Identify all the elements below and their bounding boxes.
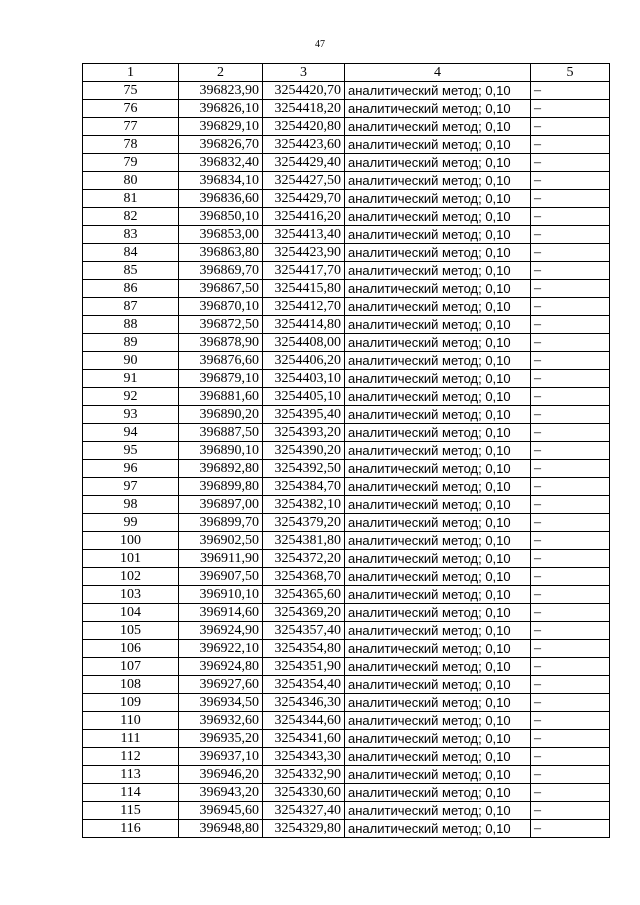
x-coordinate-cell: 396945,60 bbox=[179, 802, 263, 820]
note-cell: – bbox=[531, 694, 610, 712]
y-coordinate-cell: 3254414,80 bbox=[263, 316, 345, 334]
method-accuracy-cell: аналитический метод; 0,10 bbox=[345, 802, 531, 820]
page-number: 47 bbox=[315, 39, 325, 50]
table-row bbox=[83, 676, 610, 694]
point-number-cell: 93 bbox=[83, 406, 179, 424]
note-cell: – bbox=[531, 460, 610, 478]
method-accuracy-cell: аналитический метод; 0,10 bbox=[345, 640, 531, 658]
table-row bbox=[83, 532, 610, 550]
note-cell: – bbox=[531, 262, 610, 280]
x-coordinate-cell: 396899,70 bbox=[179, 514, 263, 532]
x-coordinate-cell: 396907,50 bbox=[179, 568, 263, 586]
note-cell: – bbox=[531, 712, 610, 730]
x-coordinate-cell: 396892,80 bbox=[179, 460, 263, 478]
point-number-cell: 84 bbox=[83, 244, 179, 262]
x-coordinate-cell: 396924,80 bbox=[179, 658, 263, 676]
point-number-cell: 114 bbox=[83, 784, 179, 802]
method-accuracy-cell: аналитический метод; 0,10 bbox=[345, 532, 531, 550]
method-accuracy-cell: аналитический метод; 0,10 bbox=[345, 424, 531, 442]
note-cell: – bbox=[531, 586, 610, 604]
point-number-cell: 83 bbox=[83, 226, 179, 244]
x-coordinate-cell: 396943,20 bbox=[179, 784, 263, 802]
y-coordinate-cell: 3254417,70 bbox=[263, 262, 345, 280]
note-cell: – bbox=[531, 190, 610, 208]
table-row bbox=[83, 190, 610, 208]
x-coordinate-cell: 396823,90 bbox=[179, 82, 263, 100]
method-accuracy-cell: аналитический метод; 0,10 bbox=[345, 352, 531, 370]
point-number-cell: 107 bbox=[83, 658, 179, 676]
note-cell: – bbox=[531, 676, 610, 694]
note-cell: – bbox=[531, 604, 610, 622]
note-cell: – bbox=[531, 388, 610, 406]
y-coordinate-cell: 3254327,40 bbox=[263, 802, 345, 820]
note-cell: – bbox=[531, 748, 610, 766]
table-row bbox=[83, 136, 610, 154]
method-accuracy-cell: аналитический метод; 0,10 bbox=[345, 730, 531, 748]
method-accuracy-cell: аналитический метод; 0,10 bbox=[345, 694, 531, 712]
point-number-cell: 90 bbox=[83, 352, 179, 370]
x-coordinate-cell: 396914,60 bbox=[179, 604, 263, 622]
method-accuracy-cell: аналитический метод; 0,10 bbox=[345, 82, 531, 100]
method-accuracy-cell: аналитический метод; 0,10 bbox=[345, 514, 531, 532]
table-row bbox=[83, 100, 610, 118]
table-row bbox=[83, 622, 610, 640]
method-accuracy-cell: аналитический метод; 0,10 bbox=[345, 136, 531, 154]
coordinates-table bbox=[82, 63, 610, 838]
method-accuracy-cell: аналитический метод; 0,10 bbox=[345, 118, 531, 136]
method-accuracy-cell: аналитический метод; 0,10 bbox=[345, 406, 531, 424]
x-coordinate-cell: 396878,90 bbox=[179, 334, 263, 352]
table-row bbox=[83, 730, 610, 748]
note-cell: – bbox=[531, 370, 610, 388]
point-number-cell: 78 bbox=[83, 136, 179, 154]
table-row bbox=[83, 370, 610, 388]
column-header-1: 1 bbox=[83, 64, 179, 82]
x-coordinate-cell: 396853,00 bbox=[179, 226, 263, 244]
x-coordinate-cell: 396867,50 bbox=[179, 280, 263, 298]
x-coordinate-cell: 396937,10 bbox=[179, 748, 263, 766]
y-coordinate-cell: 3254423,60 bbox=[263, 136, 345, 154]
note-cell: – bbox=[531, 622, 610, 640]
x-coordinate-cell: 396911,90 bbox=[179, 550, 263, 568]
point-number-cell: 94 bbox=[83, 424, 179, 442]
point-number-cell: 87 bbox=[83, 298, 179, 316]
note-cell: – bbox=[531, 406, 610, 424]
x-coordinate-cell: 396922,10 bbox=[179, 640, 263, 658]
method-accuracy-cell: аналитический метод; 0,10 bbox=[345, 784, 531, 802]
table-body bbox=[83, 82, 610, 838]
x-coordinate-cell: 396850,10 bbox=[179, 208, 263, 226]
point-number-cell: 77 bbox=[83, 118, 179, 136]
point-number-cell: 113 bbox=[83, 766, 179, 784]
method-accuracy-cell: аналитический метод; 0,10 bbox=[345, 334, 531, 352]
point-number-cell: 95 bbox=[83, 442, 179, 460]
y-coordinate-cell: 3254416,20 bbox=[263, 208, 345, 226]
note-cell: – bbox=[531, 100, 610, 118]
y-coordinate-cell: 3254354,80 bbox=[263, 640, 345, 658]
point-number-cell: 79 bbox=[83, 154, 179, 172]
point-number-cell: 98 bbox=[83, 496, 179, 514]
note-cell: – bbox=[531, 118, 610, 136]
y-coordinate-cell: 3254406,20 bbox=[263, 352, 345, 370]
x-coordinate-cell: 396935,20 bbox=[179, 730, 263, 748]
method-accuracy-cell: аналитический метод; 0,10 bbox=[345, 748, 531, 766]
method-accuracy-cell: аналитический метод; 0,10 bbox=[345, 172, 531, 190]
table-row bbox=[83, 298, 610, 316]
point-number-cell: 115 bbox=[83, 802, 179, 820]
method-accuracy-cell: аналитический метод; 0,10 bbox=[345, 388, 531, 406]
point-number-cell: 102 bbox=[83, 568, 179, 586]
method-accuracy-cell: аналитический метод; 0,10 bbox=[345, 820, 531, 838]
x-coordinate-cell: 396832,40 bbox=[179, 154, 263, 172]
y-coordinate-cell: 3254395,40 bbox=[263, 406, 345, 424]
table-row bbox=[83, 406, 610, 424]
table-row bbox=[83, 568, 610, 586]
point-number-cell: 81 bbox=[83, 190, 179, 208]
method-accuracy-cell: аналитический метод; 0,10 bbox=[345, 568, 531, 586]
method-accuracy-cell: аналитический метод; 0,10 bbox=[345, 658, 531, 676]
point-number-cell: 82 bbox=[83, 208, 179, 226]
y-coordinate-cell: 3254368,70 bbox=[263, 568, 345, 586]
point-number-cell: 99 bbox=[83, 514, 179, 532]
column-header-4: 4 bbox=[345, 64, 531, 82]
column-header-3: 3 bbox=[263, 64, 345, 82]
x-coordinate-cell: 396881,60 bbox=[179, 388, 263, 406]
x-coordinate-cell: 396887,50 bbox=[179, 424, 263, 442]
y-coordinate-cell: 3254408,00 bbox=[263, 334, 345, 352]
note-cell: – bbox=[531, 766, 610, 784]
y-coordinate-cell: 3254403,10 bbox=[263, 370, 345, 388]
x-coordinate-cell: 396946,20 bbox=[179, 766, 263, 784]
point-number-cell: 92 bbox=[83, 388, 179, 406]
method-accuracy-cell: аналитический метод; 0,10 bbox=[345, 370, 531, 388]
note-cell: – bbox=[531, 550, 610, 568]
table-row bbox=[83, 694, 610, 712]
table-row bbox=[83, 226, 610, 244]
y-coordinate-cell: 3254390,20 bbox=[263, 442, 345, 460]
y-coordinate-cell: 3254429,70 bbox=[263, 190, 345, 208]
y-coordinate-cell: 3254351,90 bbox=[263, 658, 345, 676]
y-coordinate-cell: 3254392,50 bbox=[263, 460, 345, 478]
note-cell: – bbox=[531, 730, 610, 748]
note-cell: – bbox=[531, 568, 610, 586]
x-coordinate-cell: 396948,80 bbox=[179, 820, 263, 838]
y-coordinate-cell: 3254405,10 bbox=[263, 388, 345, 406]
note-cell: – bbox=[531, 316, 610, 334]
table-row bbox=[83, 496, 610, 514]
x-coordinate-cell: 396932,60 bbox=[179, 712, 263, 730]
point-number-cell: 108 bbox=[83, 676, 179, 694]
table-row bbox=[83, 316, 610, 334]
y-coordinate-cell: 3254372,20 bbox=[263, 550, 345, 568]
x-coordinate-cell: 396879,10 bbox=[179, 370, 263, 388]
note-cell: – bbox=[531, 820, 610, 838]
y-coordinate-cell: 3254329,80 bbox=[263, 820, 345, 838]
method-accuracy-cell: аналитический метод; 0,10 bbox=[345, 154, 531, 172]
method-accuracy-cell: аналитический метод; 0,10 bbox=[345, 316, 531, 334]
y-coordinate-cell: 3254384,70 bbox=[263, 478, 345, 496]
point-number-cell: 100 bbox=[83, 532, 179, 550]
y-coordinate-cell: 3254420,70 bbox=[263, 82, 345, 100]
table-row bbox=[83, 154, 610, 172]
note-cell: – bbox=[531, 532, 610, 550]
method-accuracy-cell: аналитический метод; 0,10 bbox=[345, 586, 531, 604]
y-coordinate-cell: 3254343,30 bbox=[263, 748, 345, 766]
note-cell: – bbox=[531, 424, 610, 442]
x-coordinate-cell: 396826,70 bbox=[179, 136, 263, 154]
y-coordinate-cell: 3254344,60 bbox=[263, 712, 345, 730]
x-coordinate-cell: 396890,10 bbox=[179, 442, 263, 460]
table-row bbox=[83, 172, 610, 190]
x-coordinate-cell: 396902,50 bbox=[179, 532, 263, 550]
y-coordinate-cell: 3254330,60 bbox=[263, 784, 345, 802]
table-row bbox=[83, 334, 610, 352]
table-row bbox=[83, 658, 610, 676]
table-row bbox=[83, 640, 610, 658]
y-coordinate-cell: 3254423,90 bbox=[263, 244, 345, 262]
table-row bbox=[83, 586, 610, 604]
table-row bbox=[83, 82, 610, 100]
point-number-cell: 86 bbox=[83, 280, 179, 298]
x-coordinate-cell: 396829,10 bbox=[179, 118, 263, 136]
table-row bbox=[83, 352, 610, 370]
note-cell: – bbox=[531, 280, 610, 298]
y-coordinate-cell: 3254415,80 bbox=[263, 280, 345, 298]
table-row bbox=[83, 118, 610, 136]
point-number-cell: 101 bbox=[83, 550, 179, 568]
point-number-cell: 88 bbox=[83, 316, 179, 334]
y-coordinate-cell: 3254393,20 bbox=[263, 424, 345, 442]
y-coordinate-cell: 3254418,20 bbox=[263, 100, 345, 118]
x-coordinate-cell: 396870,10 bbox=[179, 298, 263, 316]
table-row bbox=[83, 748, 610, 766]
note-cell: – bbox=[531, 208, 610, 226]
table-row bbox=[83, 820, 610, 838]
table-row bbox=[83, 208, 610, 226]
note-cell: – bbox=[531, 226, 610, 244]
note-cell: – bbox=[531, 442, 610, 460]
note-cell: – bbox=[531, 298, 610, 316]
method-accuracy-cell: аналитический метод; 0,10 bbox=[345, 226, 531, 244]
x-coordinate-cell: 396863,80 bbox=[179, 244, 263, 262]
y-coordinate-cell: 3254357,40 bbox=[263, 622, 345, 640]
point-number-cell: 104 bbox=[83, 604, 179, 622]
method-accuracy-cell: аналитический метод; 0,10 bbox=[345, 262, 531, 280]
note-cell: – bbox=[531, 658, 610, 676]
y-coordinate-cell: 3254369,20 bbox=[263, 604, 345, 622]
x-coordinate-cell: 396927,60 bbox=[179, 676, 263, 694]
y-coordinate-cell: 3254427,50 bbox=[263, 172, 345, 190]
point-number-cell: 111 bbox=[83, 730, 179, 748]
y-coordinate-cell: 3254354,40 bbox=[263, 676, 345, 694]
x-coordinate-cell: 396826,10 bbox=[179, 100, 263, 118]
table-header-row bbox=[83, 64, 610, 82]
y-coordinate-cell: 3254365,60 bbox=[263, 586, 345, 604]
point-number-cell: 75 bbox=[83, 82, 179, 100]
method-accuracy-cell: аналитический метод; 0,10 bbox=[345, 208, 531, 226]
y-coordinate-cell: 3254413,40 bbox=[263, 226, 345, 244]
table-row bbox=[83, 262, 610, 280]
method-accuracy-cell: аналитический метод; 0,10 bbox=[345, 442, 531, 460]
note-cell: – bbox=[531, 640, 610, 658]
table-row bbox=[83, 604, 610, 622]
table-row bbox=[83, 784, 610, 802]
point-number-cell: 89 bbox=[83, 334, 179, 352]
point-number-cell: 106 bbox=[83, 640, 179, 658]
y-coordinate-cell: 3254420,80 bbox=[263, 118, 345, 136]
table-row bbox=[83, 550, 610, 568]
method-accuracy-cell: аналитический метод; 0,10 bbox=[345, 766, 531, 784]
point-number-cell: 110 bbox=[83, 712, 179, 730]
table-row bbox=[83, 712, 610, 730]
x-coordinate-cell: 396876,60 bbox=[179, 352, 263, 370]
y-coordinate-cell: 3254381,80 bbox=[263, 532, 345, 550]
x-coordinate-cell: 396910,10 bbox=[179, 586, 263, 604]
table-row bbox=[83, 478, 610, 496]
x-coordinate-cell: 396872,50 bbox=[179, 316, 263, 334]
y-coordinate-cell: 3254379,20 bbox=[263, 514, 345, 532]
point-number-cell: 116 bbox=[83, 820, 179, 838]
x-coordinate-cell: 396924,90 bbox=[179, 622, 263, 640]
y-coordinate-cell: 3254429,40 bbox=[263, 154, 345, 172]
point-number-cell: 105 bbox=[83, 622, 179, 640]
note-cell: – bbox=[531, 802, 610, 820]
method-accuracy-cell: аналитический метод; 0,10 bbox=[345, 622, 531, 640]
x-coordinate-cell: 396869,70 bbox=[179, 262, 263, 280]
note-cell: – bbox=[531, 334, 610, 352]
note-cell: – bbox=[531, 172, 610, 190]
note-cell: – bbox=[531, 82, 610, 100]
method-accuracy-cell: аналитический метод; 0,10 bbox=[345, 100, 531, 118]
note-cell: – bbox=[531, 514, 610, 532]
table-row bbox=[83, 766, 610, 784]
y-coordinate-cell: 3254346,30 bbox=[263, 694, 345, 712]
point-number-cell: 97 bbox=[83, 478, 179, 496]
method-accuracy-cell: аналитический метод; 0,10 bbox=[345, 280, 531, 298]
method-accuracy-cell: аналитический метод; 0,10 bbox=[345, 712, 531, 730]
note-cell: – bbox=[531, 136, 610, 154]
point-number-cell: 112 bbox=[83, 748, 179, 766]
x-coordinate-cell: 396890,20 bbox=[179, 406, 263, 424]
note-cell: – bbox=[531, 352, 610, 370]
point-number-cell: 103 bbox=[83, 586, 179, 604]
x-coordinate-cell: 396834,10 bbox=[179, 172, 263, 190]
column-header-2: 2 bbox=[179, 64, 263, 82]
y-coordinate-cell: 3254341,60 bbox=[263, 730, 345, 748]
method-accuracy-cell: аналитический метод; 0,10 bbox=[345, 298, 531, 316]
x-coordinate-cell: 396897,00 bbox=[179, 496, 263, 514]
table-row bbox=[83, 802, 610, 820]
point-number-cell: 91 bbox=[83, 370, 179, 388]
point-number-cell: 80 bbox=[83, 172, 179, 190]
note-cell: – bbox=[531, 784, 610, 802]
method-accuracy-cell: аналитический метод; 0,10 bbox=[345, 244, 531, 262]
x-coordinate-cell: 396836,60 bbox=[179, 190, 263, 208]
x-coordinate-cell: 396934,50 bbox=[179, 694, 263, 712]
table-row bbox=[83, 424, 610, 442]
point-number-cell: 109 bbox=[83, 694, 179, 712]
method-accuracy-cell: аналитический метод; 0,10 bbox=[345, 604, 531, 622]
y-coordinate-cell: 3254412,70 bbox=[263, 298, 345, 316]
note-cell: – bbox=[531, 496, 610, 514]
method-accuracy-cell: аналитический метод; 0,10 bbox=[345, 190, 531, 208]
point-number-cell: 76 bbox=[83, 100, 179, 118]
note-cell: – bbox=[531, 244, 610, 262]
y-coordinate-cell: 3254332,90 bbox=[263, 766, 345, 784]
table-row bbox=[83, 442, 610, 460]
table-row bbox=[83, 280, 610, 298]
y-coordinate-cell: 3254382,10 bbox=[263, 496, 345, 514]
method-accuracy-cell: аналитический метод; 0,10 bbox=[345, 460, 531, 478]
column-header-5: 5 bbox=[531, 64, 610, 82]
note-cell: – bbox=[531, 154, 610, 172]
point-number-cell: 85 bbox=[83, 262, 179, 280]
x-coordinate-cell: 396899,80 bbox=[179, 478, 263, 496]
method-accuracy-cell: аналитический метод; 0,10 bbox=[345, 496, 531, 514]
table-row bbox=[83, 388, 610, 406]
method-accuracy-cell: аналитический метод; 0,10 bbox=[345, 478, 531, 496]
table-row bbox=[83, 514, 610, 532]
point-number-cell: 96 bbox=[83, 460, 179, 478]
table-row bbox=[83, 460, 610, 478]
table-row bbox=[83, 244, 610, 262]
note-cell: – bbox=[531, 478, 610, 496]
method-accuracy-cell: аналитический метод; 0,10 bbox=[345, 676, 531, 694]
method-accuracy-cell: аналитический метод; 0,10 bbox=[345, 550, 531, 568]
